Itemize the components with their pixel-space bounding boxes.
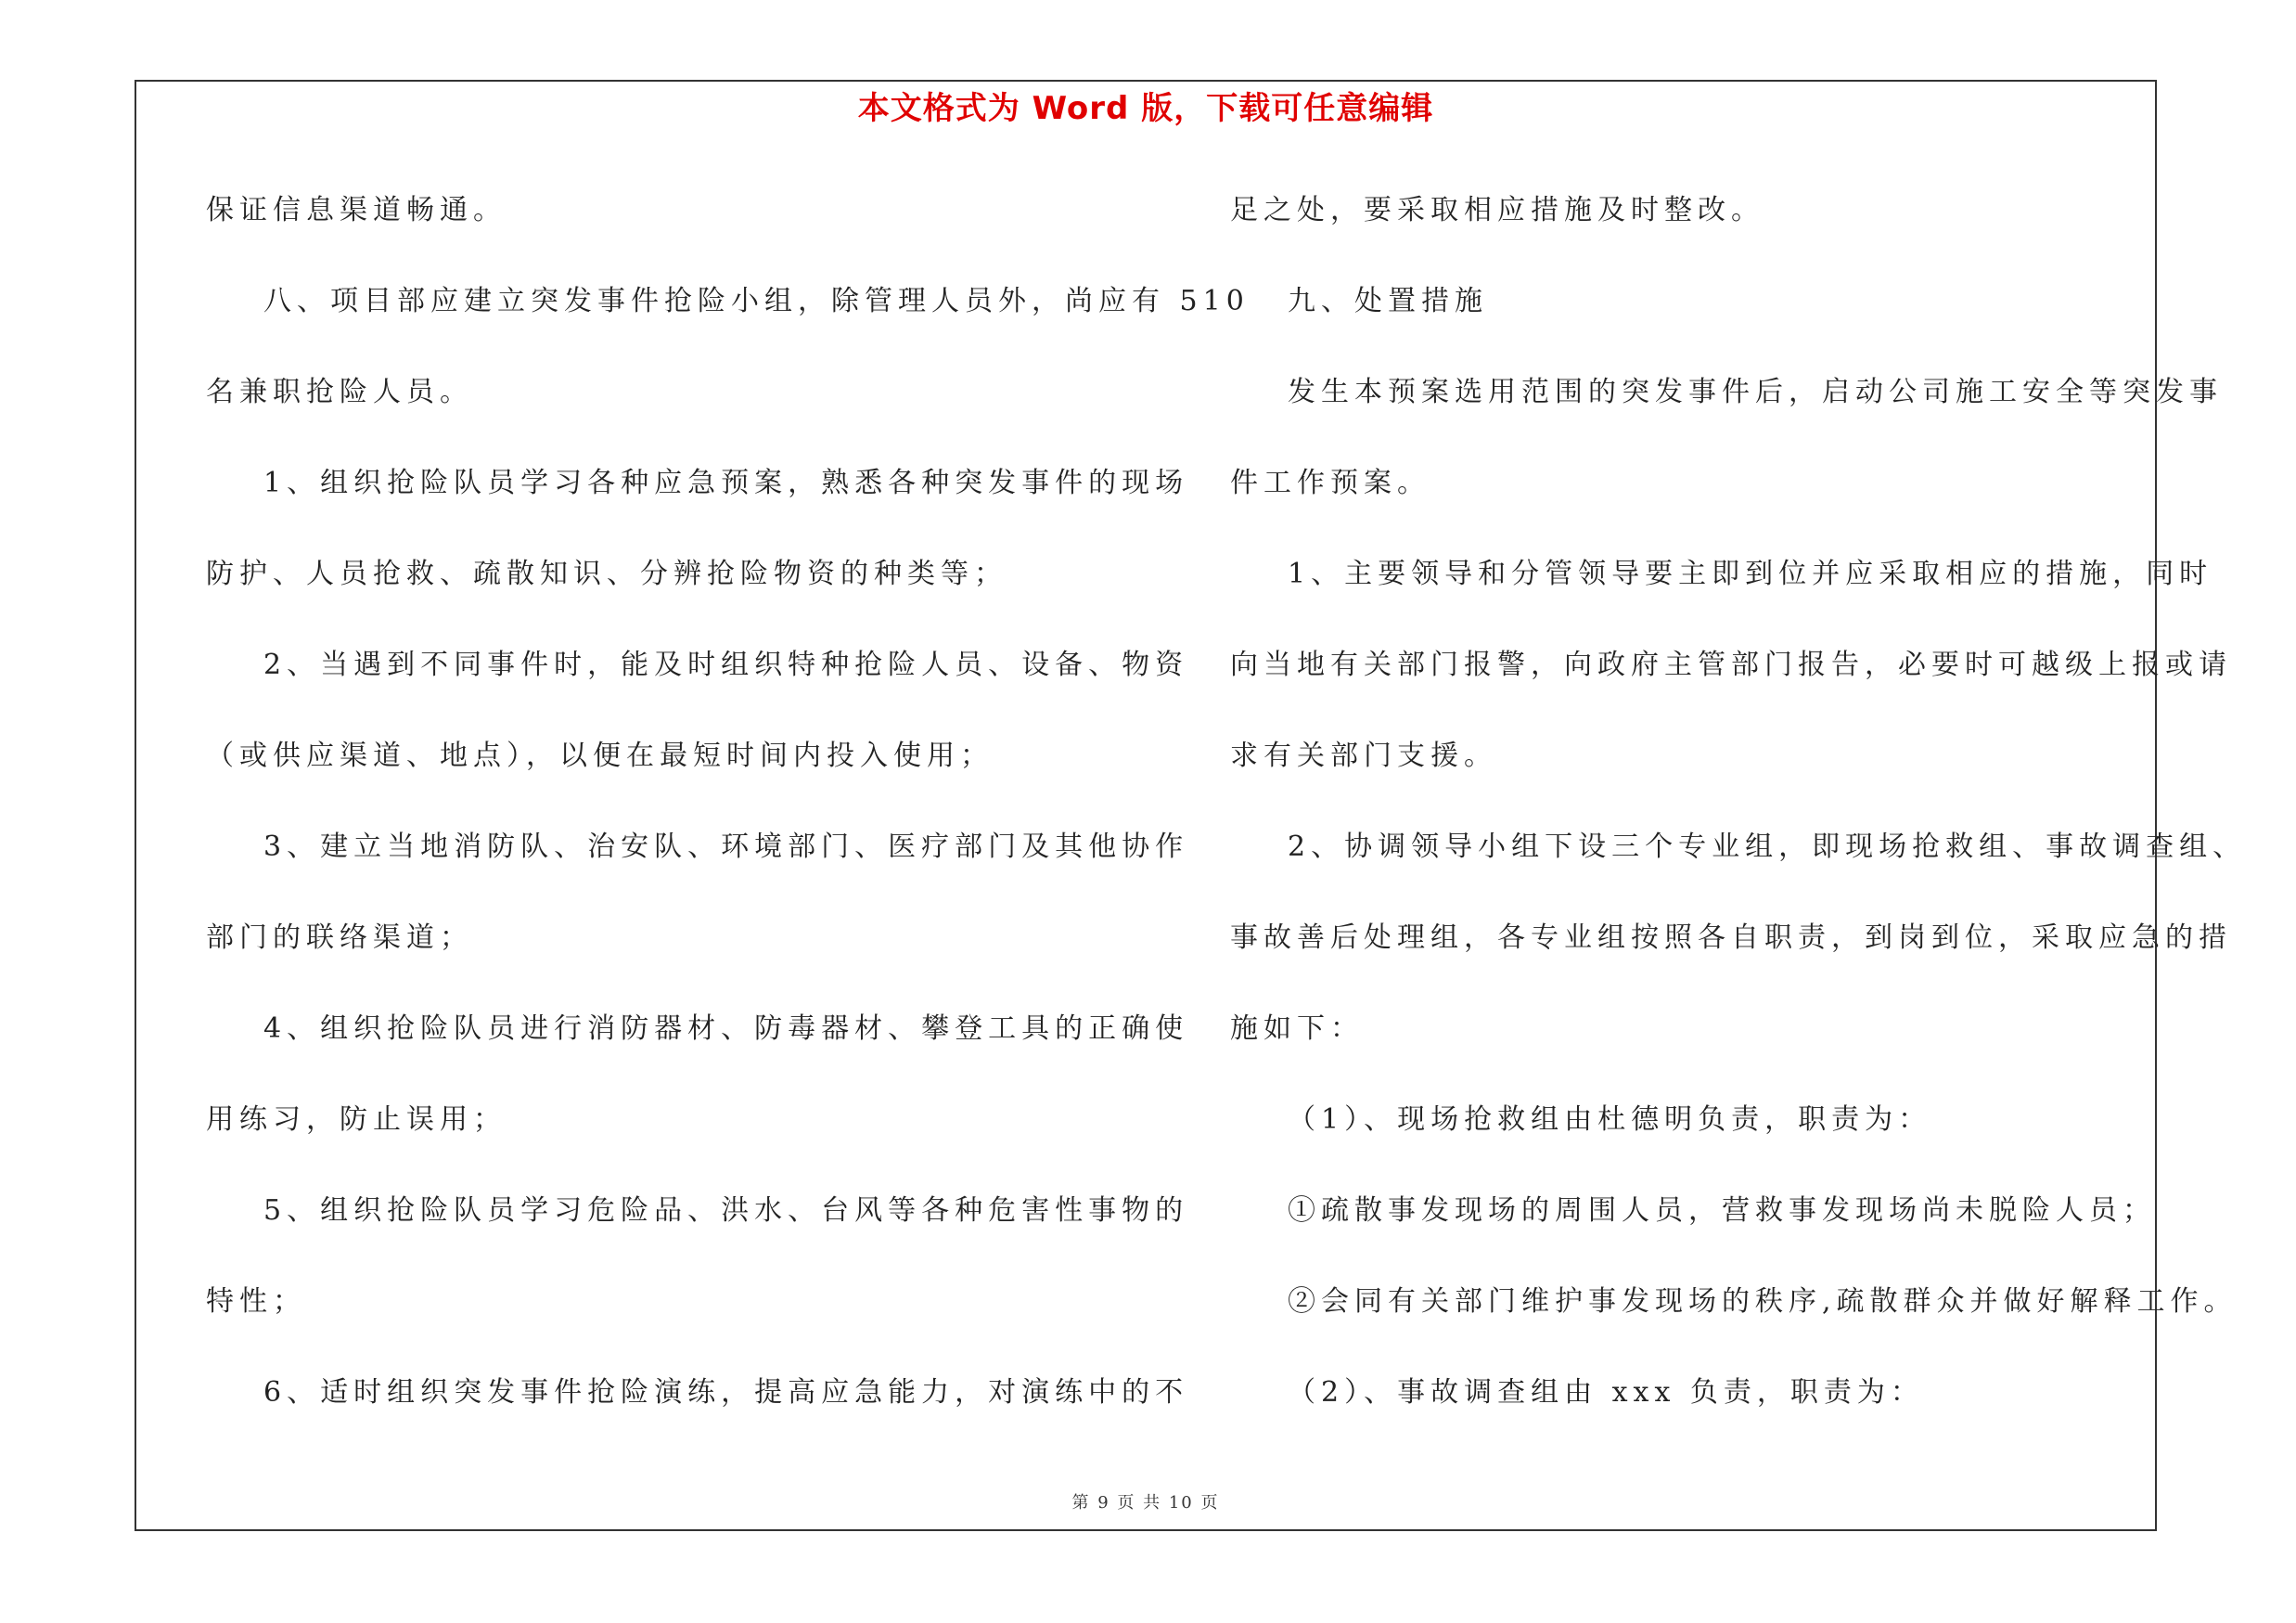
right-line: 求有关部门支援。: [1230, 740, 1497, 772]
right-line: 向当地有关部门报警，向政府主管部门报告，必要时可越级上报或请: [1230, 649, 2232, 681]
left-line: 用练习，防止误用；: [206, 1103, 507, 1136]
left-line: 防护、人员抢救、疏散知识、分辨抢险物资的种类等；: [206, 558, 1007, 590]
left-line: 名兼职抢险人员。: [206, 376, 473, 408]
right-line: 件工作预案。: [1230, 467, 1430, 499]
left-line: 部门的联络渠道；: [206, 921, 473, 954]
left-line: 6、适时组织突发事件抢险演练，提高应急能力，对演练中的不: [263, 1376, 1189, 1409]
left-line: 3、建立当地消防队、治安队、环境部门、医疗部门及其他协作: [263, 831, 1189, 863]
right-line: 足之处，要采取相应措施及时整改。: [1230, 194, 1764, 226]
right-line: 施如下：: [1230, 1012, 1364, 1045]
left-column: [206, 184, 1250, 1457]
right-line: 2、协调领导小组下设三个专业组，即现场抢救组、事故调查组、: [1288, 831, 2247, 863]
right-line: ②会同有关部门维护事发现场的秩序,疏散群众并做好解释工作。: [1288, 1285, 2238, 1318]
left-line: 4、组织抢险队员进行消防器材、防毒器材、攀登工具的正确使: [263, 1012, 1189, 1045]
left-line: 2、当遇到不同事件时，能及时组织特种抢险人员、设备、物资: [263, 649, 1189, 681]
right-line: 发生本预案选用范围的突发事件后，启动公司施工安全等突发事: [1288, 376, 2223, 408]
right-line: 1、主要领导和分管领导要主即到位并应采取相应的措施，同时: [1288, 558, 2213, 590]
left-line: （或供应渠道、地点），以便在最短时间内投入使用；: [206, 740, 994, 772]
right-line: （1）、现场抢救组由杜德明负责，职责为：: [1288, 1103, 1932, 1136]
left-line: 5、组织抢险队员学习危险品、洪水、台风等各种危害性事物的: [263, 1194, 1189, 1227]
right-line: （2）、事故调查组由 xxx 负责，职责为：: [1288, 1376, 1924, 1409]
page-number: 第 9 页 共 10 页: [1071, 1493, 1220, 1513]
left-line: 特性；: [206, 1285, 306, 1318]
left-line: 八、项目部应建立突发事件抢险小组，除管理人员外，尚应有 510: [263, 285, 1250, 317]
left-line: 1、组织抢险队员学习各种应急预案，熟悉各种突发事件的现场: [263, 467, 1189, 499]
header-notice: 本文格式为 Word 版，下载可任意编辑: [857, 90, 1434, 127]
right-line: ①疏散事发现场的周围人员，营救事发现场尚未脱险人员；: [1288, 1194, 2156, 1227]
right-column: [1230, 184, 2247, 1457]
right-line: 九、处置措施: [1288, 285, 1488, 317]
right-line: 事故善后处理组，各专业组按照各自职责，到岗到位，采取应急的措: [1230, 921, 2232, 954]
left-line: 保证信息渠道畅通。: [206, 194, 507, 226]
